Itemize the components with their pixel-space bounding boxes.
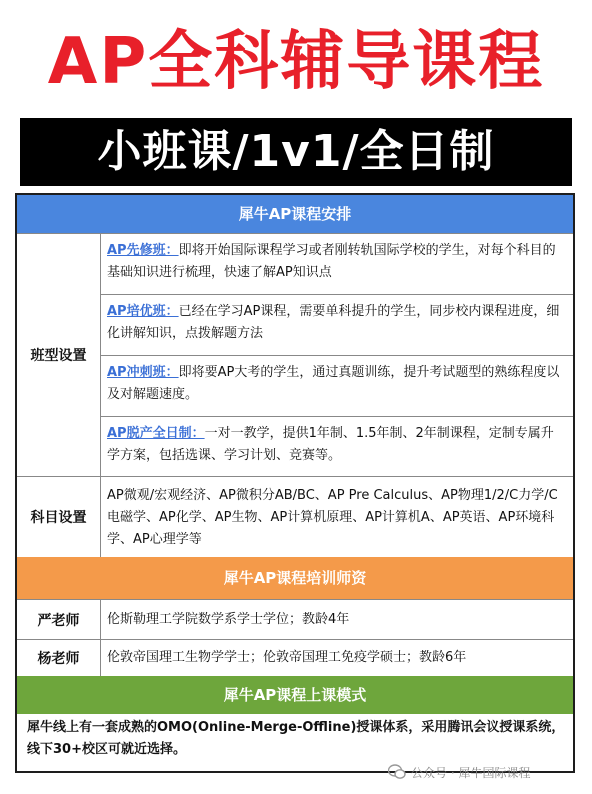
class-row-advanced (101, 295, 573, 355)
teachers-header: 犀牛AP课程培训师资 (17, 557, 573, 599)
class-name-fulltime[interactable]: AP脱产全日制： (107, 426, 205, 441)
page-title: AP全科辅导课程 (47, 25, 545, 99)
class-setting-label: 班型设置 (17, 234, 101, 476)
teacher-name-yang: 杨老师 (17, 640, 101, 676)
watermark-text: 公众号 · 犀牛国际课程 (411, 765, 531, 780)
course-table (15, 193, 575, 773)
teacher-desc-yan: 伦斯勒理工学院数学系学士学位；教龄4年 (107, 611, 350, 627)
schedule-header: 犀牛AP课程安排 (17, 195, 573, 233)
class-row-sprint (101, 356, 573, 416)
class-name-advanced[interactable]: AP培优班： (107, 304, 179, 319)
class-name-prep[interactable]: AP先修班： (107, 243, 179, 258)
class-row-prep (101, 234, 573, 294)
subtitle-banner: 小班课/1v1/全日制 (20, 118, 572, 186)
mode-header: 犀牛AP课程上课模式 (17, 676, 573, 714)
mode-description: 犀牛线上有一套成熟的OMO(Online-Merge-Offline)授课体系，采用腾讯会议授课系统，线下30+校区可就近选择。 (27, 720, 565, 757)
class-name-sprint[interactable]: AP冲刺班： (107, 365, 179, 380)
subject-setting-label: 科目设置 (17, 477, 101, 557)
class-row-fulltime (101, 417, 573, 476)
class-desc-advanced: 已经在学习AP课程，需要单科提升的学生，同步校内课程进度，细化讲解知识，点拨解题方法 (107, 304, 560, 341)
teacher-name-yan: 严老师 (17, 600, 101, 639)
wechat-watermark (388, 760, 588, 784)
subject-list: AP微观/宏观经济、AP微积分AB/BC、AP Pre Calculus、AP物理1/2/C力学/C电磁学、AP化学、AP生物、AP计算机原理、AP计算机A、AP英语、AP环境科学、AP心理学等 (107, 488, 558, 547)
teacher-desc-yang: 伦敦帝国理工生物学学士；伦敦帝国理工免疫学硕士；教龄6年 (107, 650, 467, 665)
class-desc-fulltime: 一对一教学，提供1年制、1.5年制、2年制课程，定制专属升学方案，包括选课、学习计划、竞赛等。 (107, 426, 554, 463)
wechat-icon (388, 764, 406, 780)
class-desc-sprint: 即将要AP大考的学生，通过真题训练，提升考试题型的熟练程度以及对解题速度。 (107, 365, 560, 402)
class-desc-prep: 即将开始国际课程学习或者刚转轨国际学校的学生，对每个科目的基础知识进行梳理，快速了解AP知识点 (107, 243, 556, 280)
